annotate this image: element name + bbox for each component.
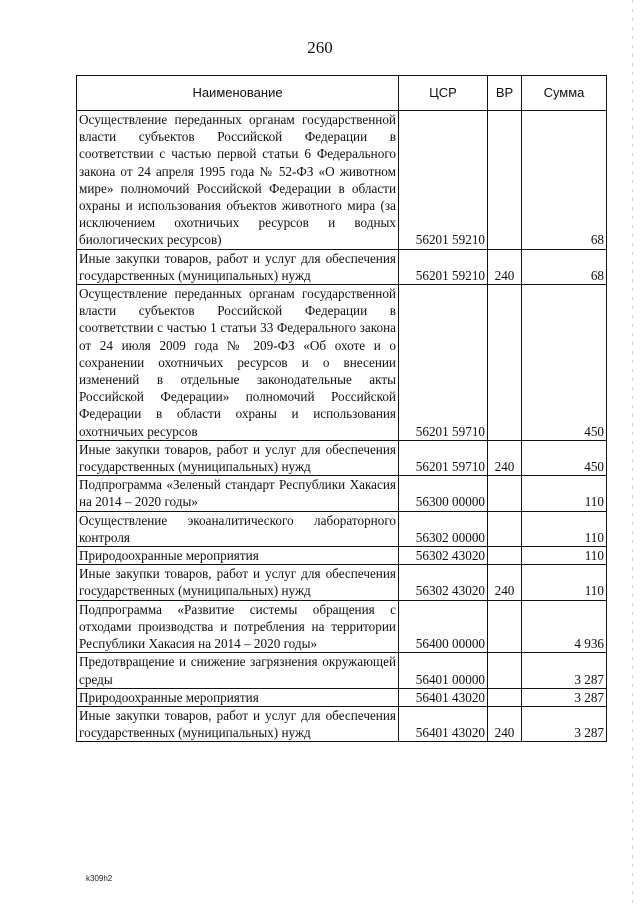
row-vr [488,547,522,565]
row-vr: 240 [488,565,522,600]
row-sum: 68 [522,249,607,284]
footer-code: k309h2 [86,874,113,883]
table-header-row [77,76,607,111]
row-vr [488,688,522,706]
row-name: Иные закупки товаров, работ и услуг для обеспечения государственных (муниципальных) нужд [77,440,399,475]
row-csr: 56201 59210 [399,111,488,250]
row-sum: 110 [522,565,607,600]
row-csr: 56400 00000 [399,600,488,653]
row-sum: 68 [522,111,607,250]
row-name: Подпрограмма «Развитие системы обращения с отходами производства и потребления на территории Республики Хакасия на 2014 – 2020 годы» [77,600,399,653]
row-name: Природоохранные мероприятия [77,688,399,706]
row-sum: 3 287 [522,653,607,688]
row-name: Подпрограмма «Зеленый стандарт Республики Хакасия на 2014 – 2020 годы» [77,476,399,511]
row-vr [488,600,522,653]
row-vr [488,653,522,688]
row-sum: 3 287 [522,688,607,706]
header-csr: ЦСР [399,76,488,111]
row-name: Природоохранные мероприятия [77,547,399,565]
row-vr [488,111,522,250]
row-csr: 56201 59210 [399,249,488,284]
table-row [77,440,607,475]
table-row [77,476,607,511]
row-vr: 240 [488,249,522,284]
row-name: Осуществление переданных органам государственной власти субъектов Российской Федерации в соответствии с частью 1 статьи 33 Федерального закона от 24 июля 2009 года № 209-ФЗ «Об охоте и о сохранении охотничьих ресурсов и о внесении изменений в отдельные законодательные акты Российской Федерации» полномочий Российской Федерации в области охраны и использования охотничьих ресурсов [77,285,399,441]
table-row [77,547,607,565]
row-csr: 56201 59710 [399,440,488,475]
table-row [77,111,607,250]
row-name: Иные закупки товаров, работ и услуг для обеспечения государственных (муниципальных) нужд [77,565,399,600]
page-number: 260 [307,38,333,57]
row-sum: 450 [522,440,607,475]
row-sum: 110 [522,547,607,565]
row-csr: 56201 59710 [399,285,488,441]
row-vr [488,511,522,546]
table-row [77,249,607,284]
row-name: Иные закупки товаров, работ и услуг для обеспечения государственных (муниципальных) нужд [77,706,399,741]
row-vr: 240 [488,440,522,475]
table-row [77,600,607,653]
header-sum: Сумма [522,76,607,111]
row-sum: 450 [522,285,607,441]
table-row [77,565,607,600]
scan-edge-line [632,0,633,905]
table-row [77,285,607,441]
row-csr: 56401 00000 [399,653,488,688]
table-row [77,653,607,688]
header-vr: ВР [488,76,522,111]
row-sum: 4 936 [522,600,607,653]
row-csr: 56401 43020 [399,706,488,741]
row-sum: 3 287 [522,706,607,741]
header-name: Наименование [77,76,399,111]
row-name: Иные закупки товаров, работ и услуг для обеспечения государственных (муниципальных) нужд [77,249,399,284]
row-name: Осуществление экоаналитического лабораторного контроля [77,511,399,546]
row-vr [488,285,522,441]
row-csr: 56401 43020 [399,688,488,706]
table-row [77,688,607,706]
row-name: Осуществление переданных органам государственной власти субъектов Российской Федерации в соответствии с частью первой статьи 6 Федерального закона от 24 апреля 1995 года № 52-ФЗ «О животном мире» полномочий Российской Федерации в области охраны и использования объектов животного мира (за исключением охотничьих ресурсов и водных биологических ресурсов) [77,111,399,250]
row-csr: 56302 43020 [399,565,488,600]
row-csr: 56302 43020 [399,547,488,565]
row-sum: 110 [522,476,607,511]
row-csr: 56302 00000 [399,511,488,546]
table-row [77,511,607,546]
row-sum: 110 [522,511,607,546]
budget-table [76,75,607,742]
table-row [77,706,607,741]
row-name: Предотвращение и снижение загрязнения окружающей среды [77,653,399,688]
row-csr: 56300 00000 [399,476,488,511]
row-vr [488,476,522,511]
row-vr: 240 [488,706,522,741]
